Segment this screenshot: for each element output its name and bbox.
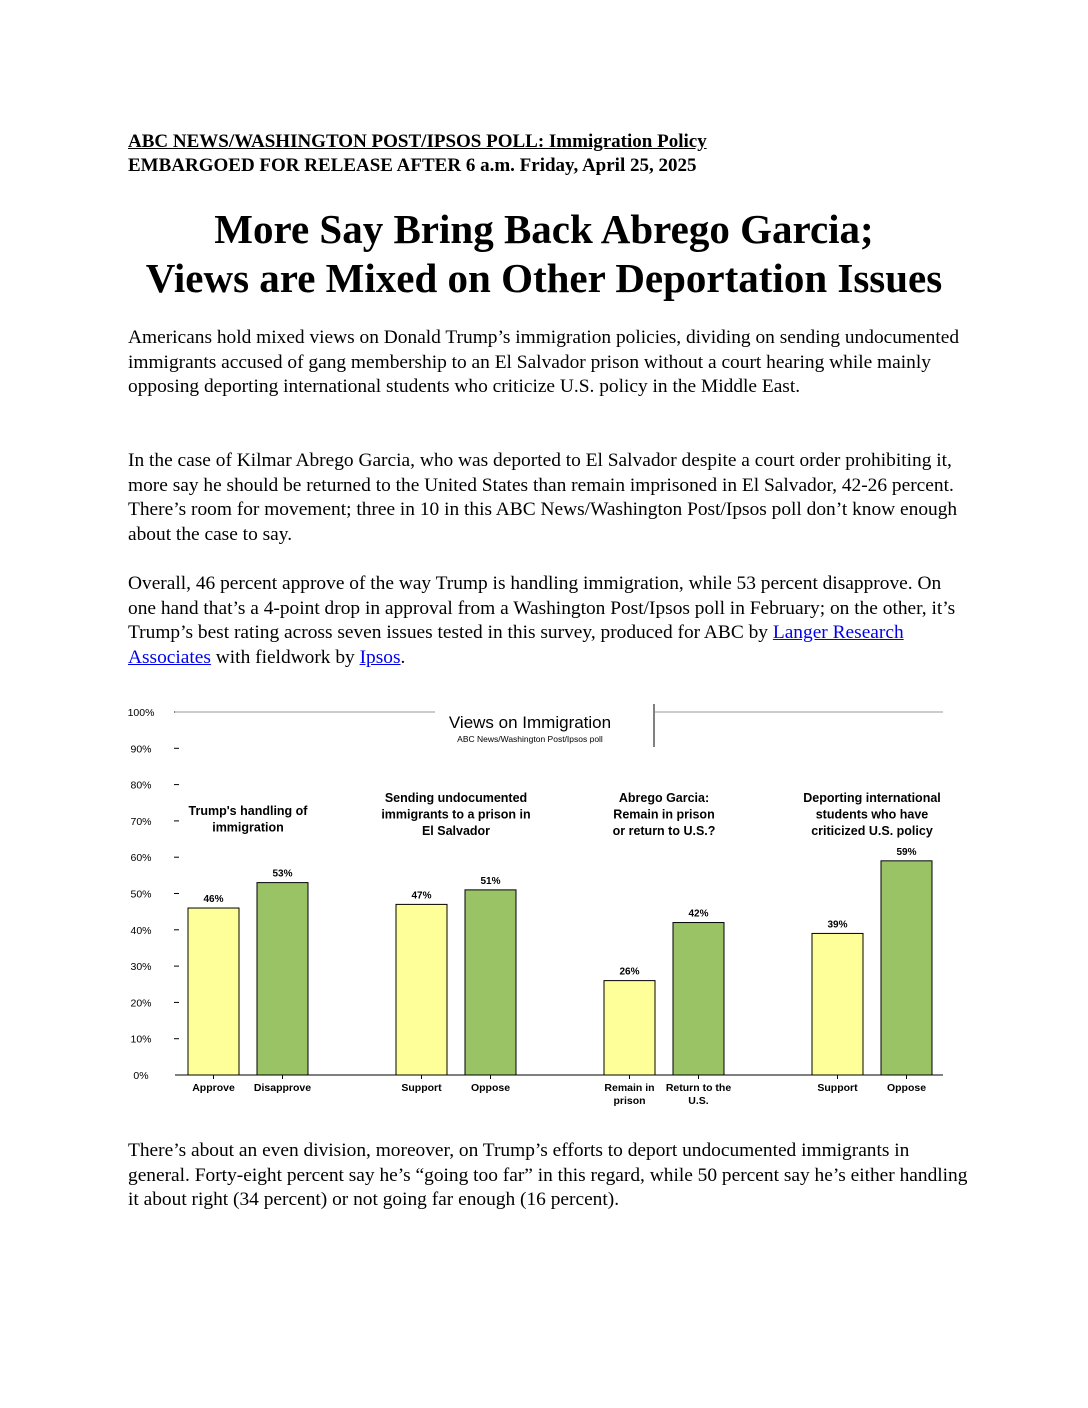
headline-line-1: More Say Bring Back Abrego Garcia; [214,206,874,252]
y-tick-label: 60% [130,852,152,865]
bar-category-label: prison [613,1095,646,1107]
paragraph-3-text-a: Overall, 46 percent approve of the way Trump is handling immigration, while 53 percent disapprove. On one hand that’s a 4-point drop in approval from a Washington Post/Ipsos poll in February; on the other, it’s Trump’s best rating across seven issues tested in this survey, produced for ABC by [128,573,956,643]
bar-category-label: Return to the [665,1082,732,1094]
chart-subtitle: ABC News/Washington Post/Ipsos poll [457,734,603,744]
bar-category-label: Disapprove [253,1082,312,1094]
bar [188,908,239,1075]
bar-value-label: 26% [619,966,640,978]
group-title-line: immigrants to a prison in [381,807,531,822]
bar-value-label: 53% [272,868,293,880]
paragraph-4: There’s about an even division, moreover, on Trump’s efforts to deport undocumented immigrants in general. Forty-eight percent say he’s “going too far” in this regard, while 50 percent say he’s either handling it about right (34 percent) or not going far enough (16 percent). [128,1140,968,1210]
group-title-line: immigration [212,820,284,835]
bar-value-label: 59% [896,846,917,858]
group-title-line: criticized U.S. policy [811,824,933,838]
headline-line-2: Views are Mixed on Other Deportation Issues [145,255,943,301]
paragraph-3-text-b: with fieldwork by [210,646,360,668]
bar [257,883,308,1075]
bar-value-label: 51% [480,875,501,887]
bar [673,923,724,1075]
group-title-line: El Salvador [421,824,491,838]
group-title-line: Deporting international [803,791,941,805]
y-tick-label: 10% [130,1033,152,1046]
poll-header-title: ABC NEWS/WASHINGTON POST/IPSOS POLL: Immigration Policy [128,131,707,152]
bar [604,981,655,1075]
bar-category-label: Remain in [604,1082,655,1094]
paragraph-1: Americans hold mixed views on Donald Trump’s immigration policies, dividing on sending undocumented immigrants accused of gang membership to an El Salvador prison without a court hearing while mainly opposing deporting international students who criticize U.S. policy in the Middle East. [128,327,960,397]
bar-value-label: 39% [827,919,848,931]
paragraph-2: In the case of Kilmar Abrego Garcia, who was deported to El Salvador despite a court order prohibiting it, more say he should be returned to the United States than remain imprisoned in El Salvador, 42-26 percent. There’s room for movement; three in 10 in this ABC News/Washington Post/Ipsos poll don’t know enough about the case to say. [128,450,958,545]
group-title-line: Remain in prison [613,807,715,822]
paragraph-3 [128,572,968,670]
group-title-line: students who have [815,807,929,822]
bar [881,861,932,1075]
bar-category-label: Approve [192,1082,235,1094]
bar [465,890,516,1075]
y-tick-label: 90% [130,743,152,756]
bar [396,904,447,1075]
y-tick-label: 100% [128,707,155,719]
bar-value-label: 46% [203,894,224,906]
y-tick-label: 30% [130,961,152,974]
bar-category-label: Support [401,1082,442,1094]
bar-category-label: Oppose [470,1082,511,1094]
group-title-line: or return to U.S.? [612,824,716,838]
group-title-line: Abrego Garcia: [618,791,710,805]
chart-svg [128,700,958,1115]
headline [0,205,1088,303]
embargo-line: EMBARGOED FOR RELEASE AFTER 6 a.m. Friday, April 25, 2025 [128,155,697,176]
group-title-line: Sending undocumented [384,791,528,805]
y-tick-label: 50% [130,888,152,901]
bar-category-label: Oppose [886,1082,927,1094]
bar-category-label: U.S. [688,1095,709,1107]
views-on-immigration-chart [128,700,958,1115]
bar-value-label: 42% [688,908,709,920]
bar-category-label: Support [817,1082,858,1094]
y-tick-label: 70% [130,815,152,828]
bar-value-label: 47% [411,890,432,902]
chart-title: Views on Immigration [448,713,612,732]
group-title-line: Trump's handling of [188,804,308,818]
y-tick-label: 20% [130,997,152,1010]
ipsos-link[interactable]: Ipsos [359,646,401,668]
langer-research-link[interactable]: Langer Research Associates [128,622,904,668]
y-tick-label: 40% [130,924,152,937]
paragraph-3-text-c: . [400,646,406,668]
y-tick-label: 80% [130,779,152,792]
bar [812,933,863,1075]
y-tick-label: 0% [133,1070,149,1082]
